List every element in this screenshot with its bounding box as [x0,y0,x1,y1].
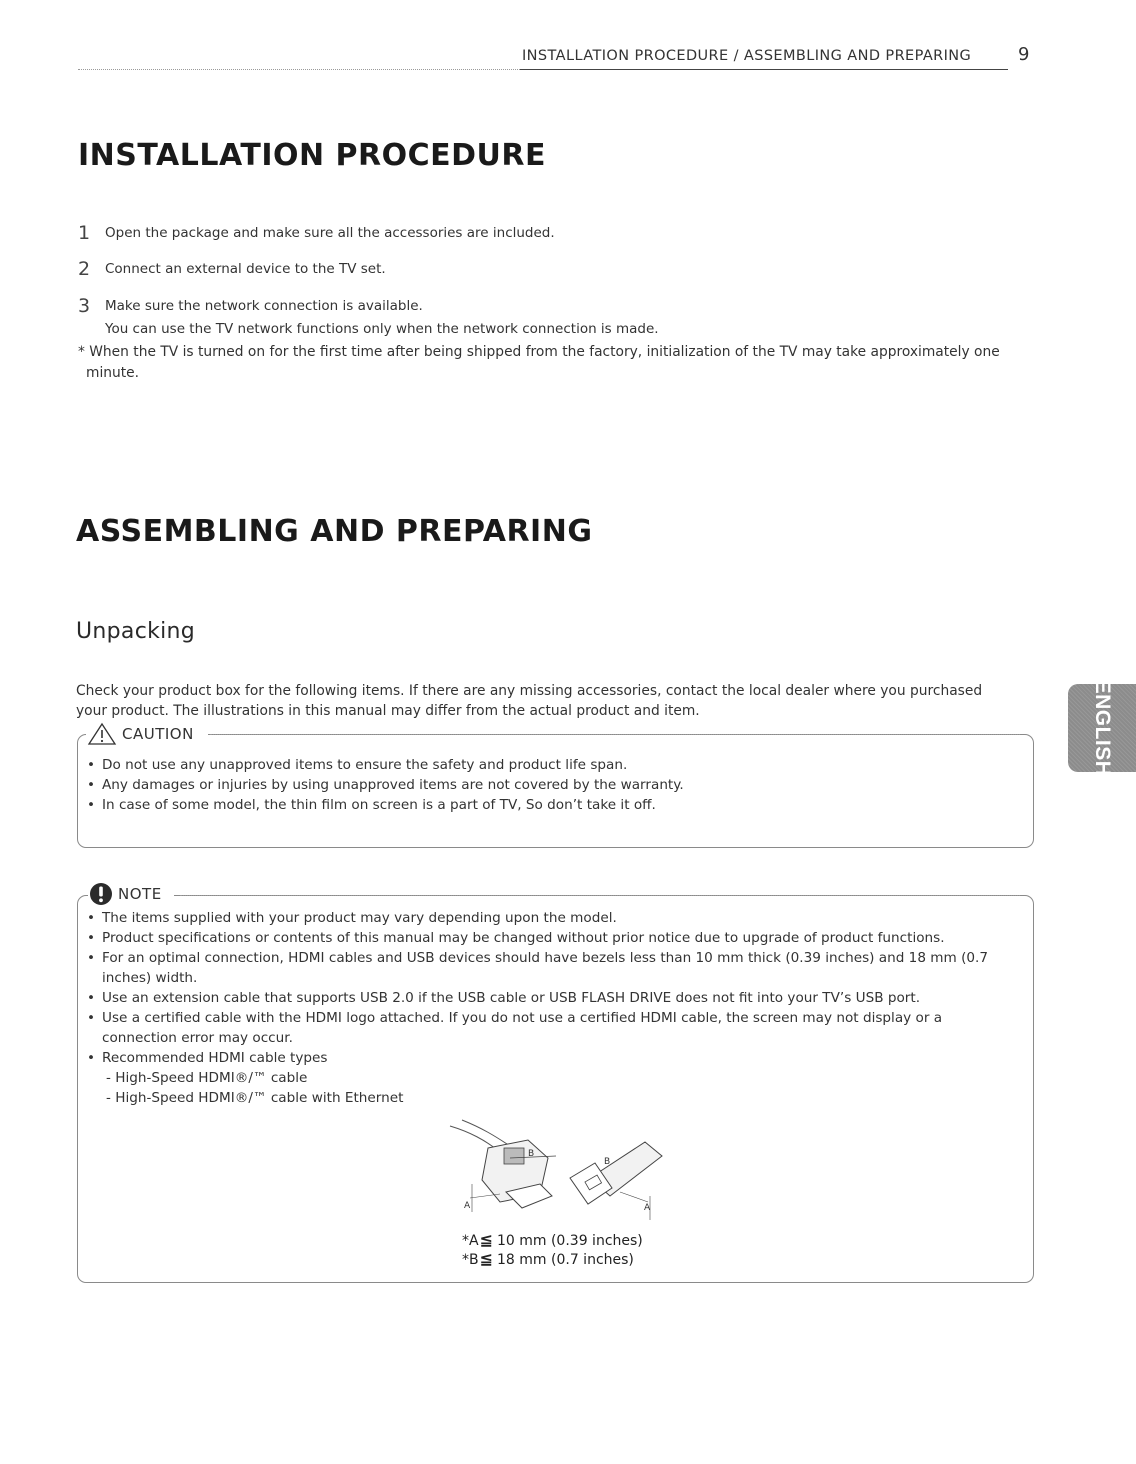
caution-item: • Do not use any unapproved items to ensure the safety and product life span. [78,755,1018,775]
note-item-continued: connection error may occur. [102,1030,293,1046]
caution-divider [210,734,1020,735]
unpacking-subtitle: Unpacking [76,619,196,644]
dimension-a [462,1230,643,1251]
step-detail: You can use the TV network functions only when the network connection is made. [105,321,659,337]
assembling-title: ASSEMBLING AND PREPARING [76,514,593,549]
note-exclamation-icon [88,881,114,907]
note-item: • The items supplied with your product may vary depending upon the model. [78,908,1028,928]
page-number: 9 [1018,44,1030,65]
label-b-hdmi: B [528,1149,535,1159]
step-number: 1 [78,222,91,244]
note-heading [88,881,174,907]
step-number: 2 [78,258,91,280]
caution-heading [86,722,208,746]
header-rule [520,69,1008,70]
language-tab-label: ENGLISH [1091,679,1114,777]
step-number: 3 [78,295,91,317]
note-item: • Use a certified cable with the HDMI logo attached. If you do not use a certified HDMI cable, the screen may not display or a [78,1008,1028,1028]
step-text: Open the package and make sure all the accessories are included. [105,225,555,241]
dim-b-prefix: *B [462,1252,479,1268]
intro-line: Check your product box for the following items. If there are any missing accessories, contact the local dealer where you purchased [76,683,983,699]
label-a-hdmi: A [464,1201,471,1211]
note-item: • For an optimal connection, HDMI cables and USB devices should have bezels less than 10 mm thick (0.39 inches) and 18 mm (0.7 [78,948,1028,968]
cable-type: - High-Speed HDMI®/™ cable with Ethernet [106,1090,404,1106]
installation-title: INSTALLATION PROCEDURE [78,138,546,173]
caution-label: CAUTION [118,725,200,743]
cable-type: - High-Speed HDMI®/™ cable [106,1070,308,1086]
note-item: • Use an extension cable that supports USB 2.0 if the USB cable or USB FLASH DRIVE does not fit into your TV’s USB port. [78,988,1028,1008]
dim-a-prefix: *A [462,1233,479,1249]
running-title: INSTALLATION PROCEDURE / ASSEMBLING AND PREPARING [522,48,972,64]
note-item-continued: inches) width. [102,970,198,986]
dim-b-value: 18 mm (0.7 inches) [497,1252,634,1268]
note-item: • Recommended HDMI cable types [78,1048,1028,1068]
note-list [78,908,1028,1108]
caution-list [78,755,1018,815]
label-b-usb: B [604,1157,611,1167]
note-label: NOTE [114,885,168,903]
step-text: Connect an external device to the TV set. [105,261,386,277]
note-divider [180,895,1020,896]
note-item: • Product specifications or contents of this manual may be changed without prior notice due to upgrade of product functions. [78,928,1028,948]
dimension-b [462,1249,634,1270]
footnote-line: minute. [86,365,140,381]
warning-triangle-icon [86,722,118,746]
footnote-line: * When the TV is turned on for the first time after being shipped from the factory, initialization of the TV may take approximately one [78,344,1000,360]
caution-item: • In case of some model, the thin film on screen is a part of TV, So don’t take it off. [78,795,1018,815]
less-or-equal-icon: ≦ [479,1230,493,1249]
caution-item: • Any damages or injuries by using unapproved items are not covered by the warranty. [78,775,1018,795]
less-or-equal-icon: ≦ [479,1249,494,1268]
label-a-usb: A [644,1203,651,1213]
language-tab [1068,679,1136,777]
connector-diagram [440,1118,680,1228]
step-text: Make sure the network connection is available. [105,298,423,314]
intro-line: your product. The illustrations in this manual may differ from the actual product and item. [76,703,700,719]
dim-a-value: 10 mm (0.39 inches) [496,1233,643,1249]
